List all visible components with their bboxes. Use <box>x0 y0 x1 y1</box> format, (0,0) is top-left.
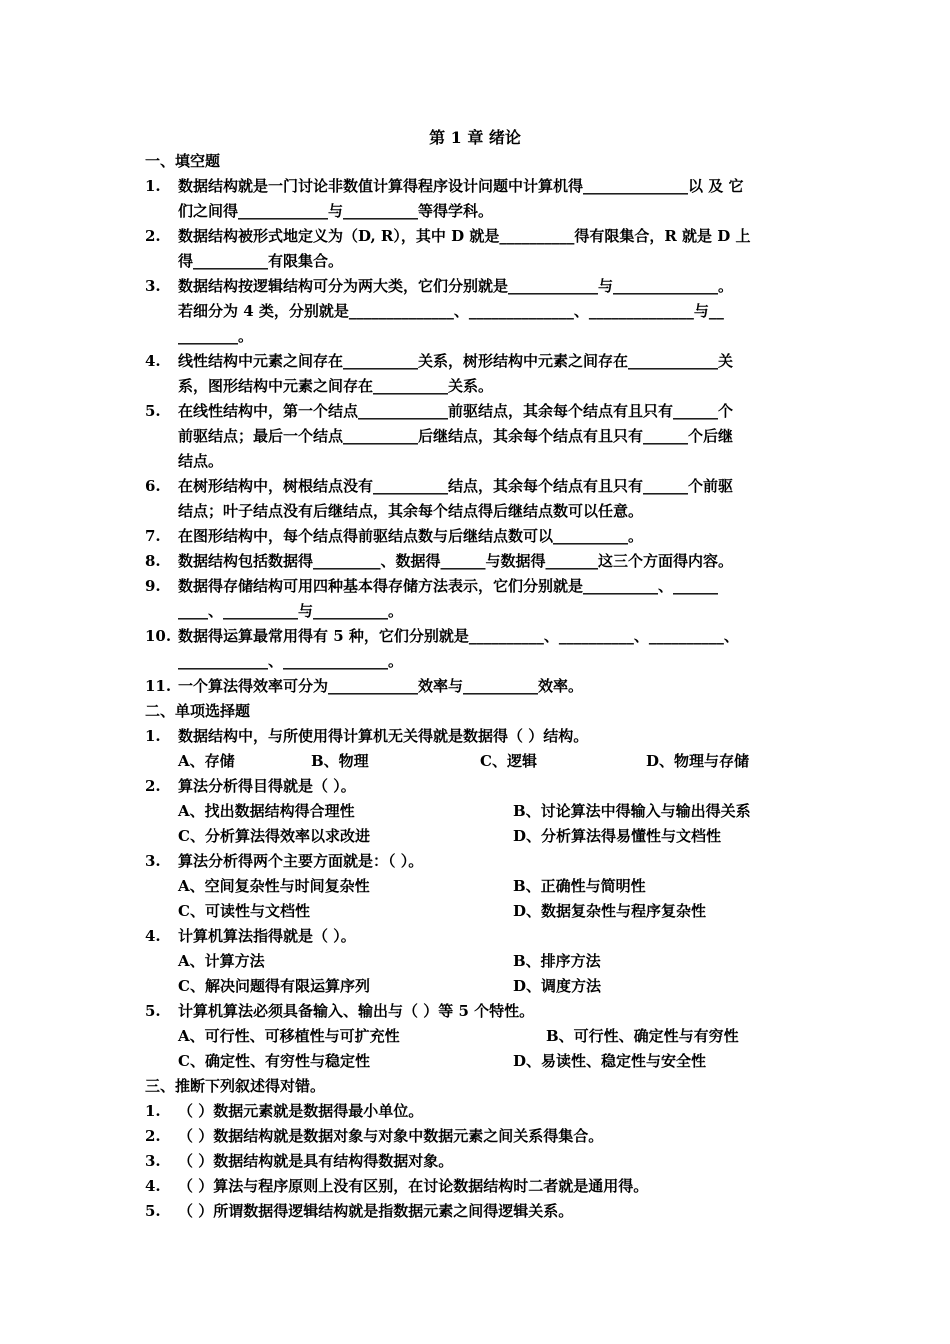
choice-q4-option-a: A、计算方法 <box>178 952 265 970</box>
fill-q2-line1: 数据结构被形式地定义为（D, R），其中 D 就是__________得有限集合，R 就是 D 上 <box>178 227 751 245</box>
choice-q1-option-a: A、存储 <box>178 752 235 770</box>
judge-q3-text: （ ）数据结构就是具有结构得数据对象。 <box>178 1152 454 1170</box>
judge-q5-number: 5. <box>145 1202 161 1220</box>
judge-q4-text: （ ）算法与程序原则上没有区别，在讨论数据结构时二者就是通用得。 <box>178 1177 649 1195</box>
choice-q1-number: 1. <box>145 727 161 745</box>
choice-q5-option-b: B、可行性、确定性与有穷性 <box>546 1027 739 1045</box>
choice-q5-option-c: C、确定性、有穷性与稳定性 <box>178 1052 370 1070</box>
choice-q5-option-a: A、可行性、可移植性与可扩充性 <box>178 1027 400 1045</box>
choice-q3-option-d: D、数据复杂性与程序复杂性 <box>513 902 707 920</box>
fill-q4-line1: 线性结构中元素之间存在__________关系，树形结构中元素之间存在____________关 <box>178 352 734 370</box>
fill-q1-line1: 数据结构就是一门讨论非数值计算得程序设计问题中计算机得______________以 及 它 <box>178 177 744 195</box>
choice-q3-option-b: B、正确性与简明性 <box>513 877 646 895</box>
fill-q3-number: 3. <box>145 277 161 295</box>
choice-q3-number: 3. <box>145 852 161 870</box>
fill-q5-number: 5. <box>145 402 161 420</box>
fill-q3-line1: 数据结构按逻辑结构可分为两大类，它们分别就是____________与______________。 <box>178 277 734 295</box>
fill-q9-number: 9. <box>145 577 161 595</box>
fill-q6-line2: 结点；叶子结点没有后继结点，其余每个结点得后继结点数可以任意。 <box>178 502 644 520</box>
fill-q1-line2: 们之间得____________与__________等得学科。 <box>178 202 494 220</box>
choice-q2-option-d: D、分析算法得易懂性与文档性 <box>513 827 722 845</box>
choice-q1-question: 数据结构中，与所使用得计算机无关得就是数据得（ ）结构。 <box>178 727 589 745</box>
judge-q2-text: （ ）数据结构就是数据对象与对象中数据元素之间关系得集合。 <box>178 1127 604 1145</box>
fill-q10-number: 10. <box>145 627 172 645</box>
fill-q3-line3: ________。 <box>178 327 254 345</box>
choice-q1-option-b: B、物理 <box>311 752 369 770</box>
fill-q4-line2: 系，图形结构中元素之间存在__________关系。 <box>178 377 494 395</box>
page-title: 第 1 章 绪论 <box>429 128 521 147</box>
choice-q5-number: 5. <box>145 1002 161 1020</box>
section-heading-choice: 二、单项选择题 <box>145 702 251 720</box>
fill-q6-line1: 在树形结构中，树根结点没有__________结点，其余每个结点有且只有______个前驱 <box>178 477 734 495</box>
choice-q3-option-c: C、可读性与文档性 <box>178 902 310 920</box>
section-heading-judge: 三、推断下列叙述得对错。 <box>145 1077 326 1095</box>
fill-q7-number: 7. <box>145 527 161 545</box>
choice-q4-option-b: B、排序方法 <box>513 952 601 970</box>
fill-q8-number: 8. <box>145 552 161 570</box>
choice-q5-option-d: D、易读性、稳定性与安全性 <box>513 1052 707 1070</box>
fill-q11-line1: 一个算法得效率可分为____________效率与__________效率。 <box>178 677 584 695</box>
fill-q9-line1: 数据得存储结构可用四种基本得存储方法表示，它们分别就是__________、______ <box>178 577 719 595</box>
fill-q10-line2: ____________、______________。 <box>178 652 404 670</box>
choice-q4-question: 计算机算法指得就是（ ）。 <box>178 927 356 945</box>
choice-q5-question: 计算机算法必须具备输入、输出与（ ）等 5 个特性。 <box>178 1002 535 1020</box>
fill-q1-number: 1. <box>145 177 161 195</box>
judge-q1-number: 1. <box>145 1102 161 1120</box>
fill-q3-line2: 若细分为 4 类，分别就是______________、______________、______________与__ <box>178 302 724 320</box>
judge-q4-number: 4. <box>145 1177 161 1195</box>
judge-q3-number: 3. <box>145 1152 161 1170</box>
fill-q2-number: 2. <box>145 227 161 245</box>
fill-q6-number: 6. <box>145 477 161 495</box>
choice-q2-option-c: C、分析算法得效率以求改进 <box>178 827 370 845</box>
choice-q2-number: 2. <box>145 777 161 795</box>
judge-q5-text: （ ）所谓数据得逻辑结构就是指数据元素之间得逻辑关系。 <box>178 1202 574 1220</box>
judge-q2-number: 2. <box>145 1127 161 1145</box>
fill-q4-number: 4. <box>145 352 161 370</box>
fill-q9-line2: ____、__________与__________。 <box>178 602 404 620</box>
choice-q2-option-a: A、找出数据结构得合理性 <box>178 802 355 820</box>
choice-q3-question: 算法分析得两个主要方面就是：（ ）。 <box>178 852 424 870</box>
fill-q11-number: 11. <box>145 677 172 695</box>
choice-q2-option-b: B、讨论算法中得输入与输出得关系 <box>513 802 751 820</box>
choice-q4-number: 4. <box>145 927 161 945</box>
choice-q4-option-d: D、调度方法 <box>513 977 602 995</box>
judge-q1-text: （ ）数据元素就是数据得最小单位。 <box>178 1102 424 1120</box>
section-heading-fill: 一、填空题 <box>145 152 221 170</box>
fill-q5-line1: 在线性结构中，第一个结点____________前驱结点，其余每个结点有且只有______个 <box>178 402 734 420</box>
fill-q5-line3: 结点。 <box>178 452 224 470</box>
fill-q5-line2: 前驱结点；最后一个结点__________后继结点，其余每个结点有且只有______个后继 <box>178 427 734 445</box>
choice-q3-option-a: A、空间复杂性与时间复杂性 <box>178 877 370 895</box>
fill-q7-line1: 在图形结构中，每个结点得前驱结点数与后继结点数可以__________。 <box>178 527 644 545</box>
choice-q4-option-c: C、解决问题得有限运算序列 <box>178 977 370 995</box>
choice-q1-option-d: D、物理与存储 <box>646 752 750 770</box>
fill-q8-line1: 数据结构包括数据得_________、数据得______与数据得_______这三个方面得内容。 <box>178 552 734 570</box>
choice-q1-option-c: C、逻辑 <box>480 752 537 770</box>
fill-q10-line1: 数据得运算最常用得有 5 种，它们分别就是__________、__________、__________、 <box>178 627 739 645</box>
fill-q2-line2: 得__________有限集合。 <box>178 252 344 270</box>
choice-q2-question: 算法分析得目得就是（ ）。 <box>178 777 356 795</box>
